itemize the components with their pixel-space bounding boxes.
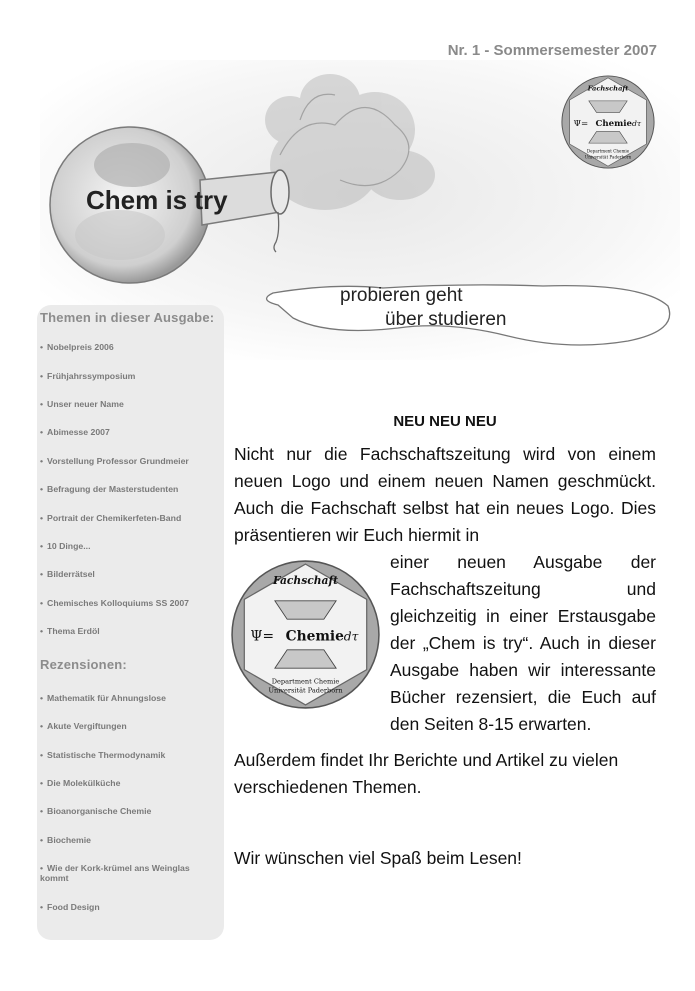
list-item: • 10 Dinge... <box>40 541 216 551</box>
list-item: • Chemisches Kolloquiums SS 2007 <box>40 598 216 608</box>
sidebar-contents <box>37 305 224 940</box>
logo-bottom-line-1: Department Chemie <box>586 148 630 154</box>
list-item: • Bilderrätsel <box>40 569 216 579</box>
list-item: • Mathematik für Ahnungslose <box>40 693 216 703</box>
list-item: • Thema Erdöl <box>40 626 216 636</box>
list-item: • Akute Vergiftungen <box>40 721 216 731</box>
slogan-line-2: über studieren <box>385 309 507 330</box>
list-item: • Nobelpreis 2006 <box>40 342 216 352</box>
logo-large-formula-right: dτ <box>343 629 359 644</box>
article-paragraph-2: einer neuen Ausgabe der Fachschaftszeitung und gleichzeitig in einer Erstausgabe der „Chem is try“. Auch in dieser Ausgabe haben wir interessante Bücher rezensiert, die Euch auf den Seiten 8-15 erwarten. <box>390 552 656 734</box>
list-item: • Biochemie <box>40 835 216 845</box>
sidebar-heading-reviews: Rezensionen: <box>40 657 127 672</box>
logo-large-bottom-line-1: Department Chemie <box>271 677 340 686</box>
list-item: • Vorstellung Professor Grundmeier <box>40 456 216 466</box>
list-item: • Befragung der Masterstudenten <box>40 484 216 494</box>
list-item: • Food Design <box>40 902 216 912</box>
logo-large-formula-left: Ψ= <box>250 628 275 645</box>
logo-large-formula-word: Chemie <box>285 628 344 645</box>
fachschaft-logo-large <box>229 558 382 711</box>
logo-large-bottom-line-2: Universität Paderborn <box>268 686 343 695</box>
hero-title: Chem is try <box>86 185 228 215</box>
list-item: • Bioanorganische Chemie <box>40 806 216 816</box>
logo-bottom-line-2: Universität Paderborn <box>584 154 632 160</box>
slogan-line-1: probieren geht <box>340 285 463 306</box>
issue-label: Nr. 1 - Sommersemester 2007 <box>447 42 657 59</box>
sidebar-heading-topics: Themen in dieser Ausgabe: <box>40 310 215 325</box>
fachschaft-logo <box>560 74 656 170</box>
list-item: • Portrait der Chemikerfeten-Band <box>40 513 216 523</box>
list-item: • Unser neuer Name <box>40 399 216 409</box>
article-paragraph-3: Außerdem findet Ihr Berichte und Artikel zu vielen verschiedenen Themen. <box>234 750 619 797</box>
list-item: • Wie der Kork-krümel ans Weinglas kommt <box>40 863 216 883</box>
logo-formula-word: Chemie <box>595 118 633 129</box>
logo-top-text: Fachschaft <box>587 84 629 93</box>
logo-formula-left: Ψ= <box>573 118 589 129</box>
list-item: • Abimesse 2007 <box>40 427 216 437</box>
logo-formula-right: dτ <box>632 118 642 128</box>
article-closing: Wir wünschen viel Spaß beim Lesen! <box>234 848 522 868</box>
list-item: • Die Molekülküche <box>40 778 216 788</box>
logo-large-top-text: Fachschaft <box>272 574 339 588</box>
article-paragraph-1: Nicht nur die Fachschaftszeitung wird von einem neuen Logo und einem neuen Namen geschmückt. Auch die Fachschaft selbst hat ein neues Logo. Dies präsentieren wir Euch hiermit in <box>234 444 656 545</box>
article-headline: NEU NEU NEU <box>393 413 497 430</box>
list-item: • Statistische Thermodynamik <box>40 750 216 760</box>
list-item: • Frühjahrssymposium <box>40 371 216 381</box>
